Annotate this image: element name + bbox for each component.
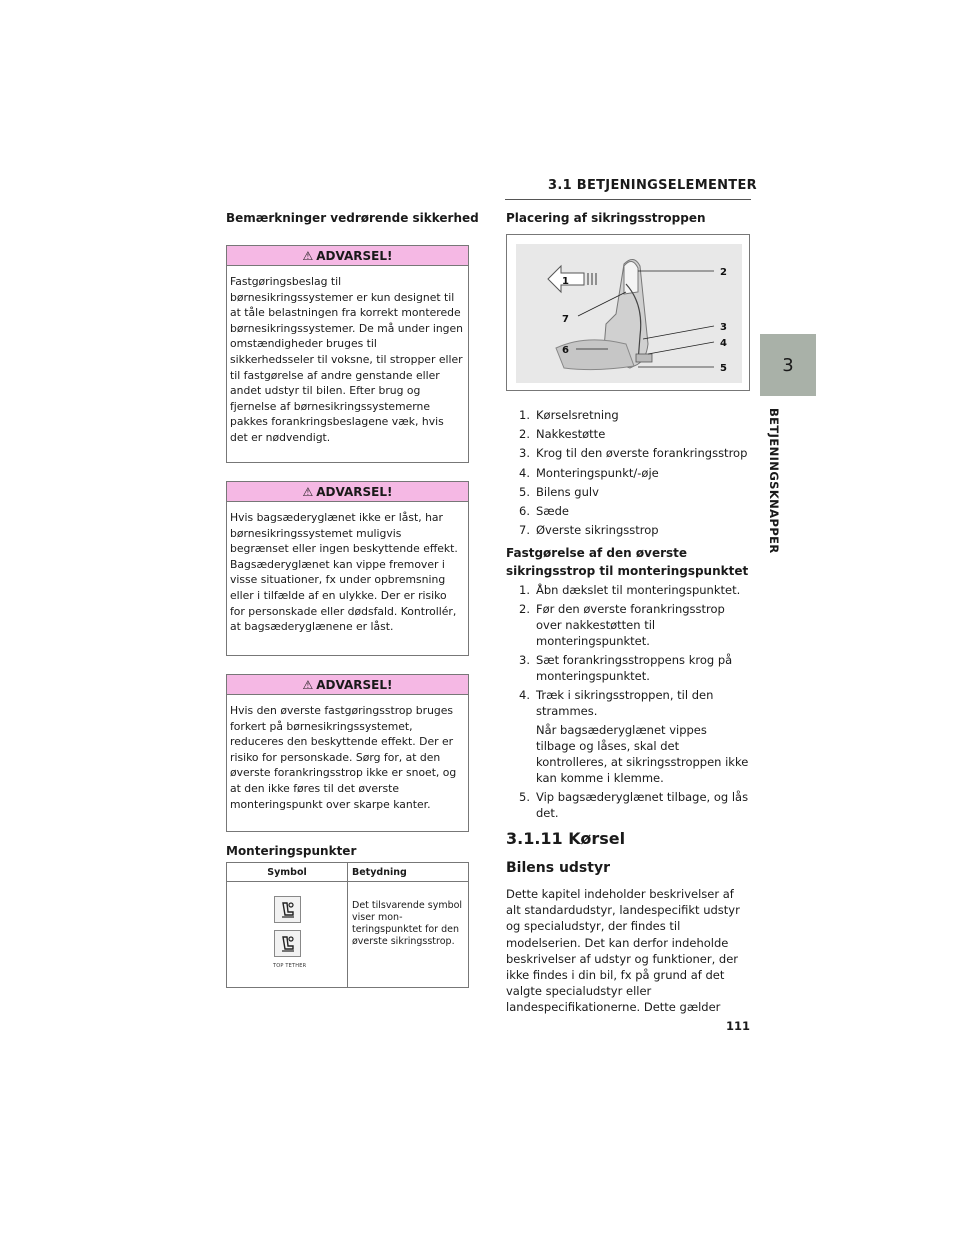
warning-box [226, 481, 469, 656]
placement-heading: Placering af sikringsstroppen [506, 211, 706, 225]
figure-legend [514, 406, 747, 540]
section-header: 3.1 BETJENINGSELEMENTER [548, 178, 757, 193]
warning-text: Hvis bagsæderyglænet ikke er låst, har børnesikringssystemet muligvis begrænset eller ingen beskyttende effekt. Bagsæderyglænet kan vippe fremover i visse situationer, fx under opbremsning eller i tilfælde af en ulykke. Der er risiko for personskade eller dødsfald. Kontrollér, at bagsæderyglænene er låst. [230, 511, 458, 634]
warning-header [227, 482, 468, 502]
warning-icon: ⚠ [302, 677, 314, 692]
warning-title: ADVARSEL! [316, 248, 393, 263]
warning-header [227, 675, 468, 695]
warning-icon: ⚠ [302, 484, 314, 499]
list-item: 5. Bilens gulv [519, 484, 599, 499]
list-item: 3. Sæt forankringsstroppens krog på monteringspunktet. [519, 653, 733, 683]
seat-illustration [516, 244, 742, 383]
list-item: 2. Nakkestøtte [519, 427, 606, 442]
step-note: Når bagsæderyglænet vippes tilbage og låses, skal det kontrolleres, at sikringsstroppen ikke kan komme i klemme. [536, 723, 749, 785]
chapter-number: 3 [782, 354, 794, 376]
chapter-tab [760, 334, 816, 396]
list-item: 4. Træk i sikringsstroppen, til den strammes. [519, 688, 714, 718]
warning-title: ADVARSEL! [316, 484, 393, 499]
section-title: 3.1.11 Kørsel [506, 829, 626, 848]
child-seat-icon-graphic [278, 934, 298, 954]
fasten-heading-line: sikringsstrop til monteringspunktet [506, 564, 749, 578]
mount-heading: Monteringspunkter [226, 844, 357, 858]
body-paragraph: Dette kapitel indeholder beskrivelser af alt standardudstyr, landespecifikt udstyr og specialudstyr, der findes til modelserien. Det kan derfor indeholde beskrivelser af udstyr og funktioner, der ikke findes i din bil, fx på grund af det valgte specialudstyr eller landespecifikationerne. Dette gælder [506, 887, 740, 1015]
child-seat-anchor-icon [274, 896, 301, 923]
child-seat-anchor-icon [274, 930, 301, 957]
safety-heading: Bemærkninger vedrørende sikkerhed [226, 211, 479, 225]
warning-box [226, 245, 469, 463]
warning-title: ADVARSEL! [316, 677, 393, 692]
figure-label: 3 [720, 322, 727, 333]
warning-box [226, 674, 469, 832]
figure-label: 7 [562, 314, 569, 325]
figure-label: 4 [720, 338, 727, 349]
symbol-table [226, 862, 469, 988]
fasten-steps [514, 582, 750, 824]
list-item: 5. Vip bagsæderyglænet tilbage, og lås det. [519, 790, 749, 820]
list-item: 2. Før den øverste forankringsstrop over nakkestøtten til monteringspunktet. [519, 602, 725, 648]
warning-text: Fastgøringsbeslag til børnesikringssystemer er kun designet til at tåle belastningen fra korrekt monterede børnesikringssystemer. De må under ingen omstændigheder bruges til sikkerhedsseler til voksne, til stropper eller til fastgørelse af andre genstande eller andet udstyr til bilen. Efter brug og fjernelse af børnesikringssystemerne pakkes forankringsbeslagene væk, hvis det er nødvendigt. [230, 275, 464, 444]
list-item: 4. Monteringspunkt/-øje [519, 465, 659, 480]
col-symbol-header: Symbol [227, 863, 348, 881]
figure-illustration [516, 244, 742, 383]
chapter-label: BETJENINGSKNAPPER [767, 408, 781, 554]
list-item: 1. Åbn dækslet til monteringspunktet. [519, 583, 741, 597]
fasten-heading-line: Fastgørelse af den øverste [506, 546, 688, 560]
figure-label: 6 [562, 345, 569, 356]
col-meaning-header: Betydning [352, 866, 407, 878]
symbol-cell [227, 882, 348, 988]
figure-label: 2 [720, 267, 727, 278]
symbol-caption: TOP TETHER [273, 963, 307, 969]
header-divider [505, 199, 751, 200]
list-item: 7. Øverste sikringsstrop [519, 523, 659, 538]
list-item: 1. Kørselsretning [519, 408, 619, 422]
warning-icon: ⚠ [302, 248, 314, 263]
warning-text: Hvis den øverste fastgøringsstrop bruges forkert på børnesikringssystemet, reduceres den beskyttende effekt. Der er risiko for personskade. Sørg for, at den øverste forankringsstrop ikke er snoet, og at den ikke føres til det øverste monteringspunkt over skarpe kanter. [230, 704, 457, 811]
subsection-title: Bilens udstyr [506, 860, 610, 876]
list-item: 3. Krog til den øverste forankringsstrop [519, 446, 748, 461]
table-row [227, 882, 468, 988]
meaning-cell: Det tilsvarende symbol viser mon-teringspunktet for den øverste sikringsstrop. [352, 900, 463, 947]
figure-label: 1 [562, 276, 569, 287]
fasten-heading [506, 544, 748, 580]
list-item: 6. Sæde [519, 504, 569, 519]
warning-header [227, 246, 468, 266]
figure-label: 5 [720, 363, 727, 374]
table-header [227, 863, 468, 882]
strap-figure [506, 234, 750, 391]
child-seat-icon-graphic [278, 900, 298, 920]
page-number: 111 [726, 1019, 751, 1033]
